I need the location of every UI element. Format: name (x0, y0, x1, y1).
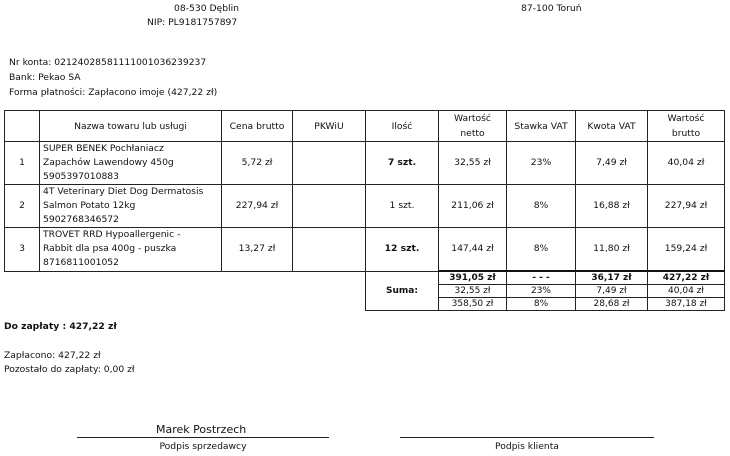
buyer-address (521, 2, 582, 16)
seller-address (147, 2, 239, 30)
row-rate: 8% (507, 228, 576, 272)
amount-paid: Zapłacono: 427,22 zł (4, 350, 101, 361)
col-header-no (5, 111, 40, 142)
summary-spacer (5, 271, 366, 285)
summary-net: 358,50 zł (439, 298, 507, 311)
buyer-city: 87-100 Toruń (521, 3, 582, 14)
row-vat: 7,49 zł (576, 142, 648, 185)
row-name-line: Rabbit dla psa 400g - puszka (43, 243, 177, 255)
row-net: 147,44 zł (439, 228, 507, 272)
row-ean: 5905397010883 (43, 171, 119, 182)
row-name-line: Zapachów Lawendowy 450g (43, 157, 174, 168)
summary-total-row (5, 271, 725, 285)
seller-signature-label: Podpis sprzedawcy (159, 441, 247, 452)
summary-total-net: 391,05 zł (439, 271, 507, 285)
row-price: 227,94 zł (222, 185, 293, 228)
summary-total-gross: 427,22 zł (648, 271, 725, 285)
row-no: 2 (5, 185, 40, 228)
row-qty: 7 szt. (366, 142, 439, 185)
bank-name: Bank: Pekao SA (9, 72, 81, 83)
col-header-price: Cena brutto (222, 111, 293, 142)
row-name-line: Salmon Potato 12kg (43, 200, 136, 211)
col-header-net-text: Wartość netto (454, 113, 491, 139)
row-vat: 11,80 zł (576, 228, 648, 272)
row-qty: 1 szt. (366, 185, 439, 228)
items-table (4, 110, 725, 311)
row-price: 13,27 zł (222, 228, 293, 272)
summary-row (5, 285, 725, 298)
row-gross: 159,24 zł (648, 228, 725, 272)
row-pkwiu (293, 142, 366, 185)
row-price: 5,72 zł (222, 142, 293, 185)
client-signature-label: Podpis klienta (495, 441, 559, 452)
summary-gross: 387,18 zł (648, 298, 725, 311)
col-header-gross-text: Wartość brutto (667, 113, 705, 139)
seller-city: 08-530 Dęblin (174, 3, 239, 14)
summary-total-rate: - - - (507, 271, 576, 285)
row-ean: 5902768346572 (43, 214, 119, 225)
summary-gross: 40,04 zł (648, 285, 725, 298)
col-header-rate: Stawka VAT (507, 111, 576, 142)
row-no: 1 (5, 142, 40, 185)
row-rate: 8% (507, 185, 576, 228)
table-row (5, 142, 725, 185)
row-name-line: TROVET RRD Hypoallergenic - (43, 229, 181, 241)
row-pkwiu (293, 185, 366, 228)
row-name-line: SUPER BENEK Pochłaniacz (43, 143, 164, 154)
payment-info (9, 55, 217, 100)
row-net: 211,06 zł (439, 185, 507, 228)
row-vat: 16,88 zł (576, 185, 648, 228)
row-name-line: 4T Veterinary Diet Dog Dermatosis (43, 186, 204, 197)
client-signature-line (400, 437, 654, 438)
table-header-row (5, 111, 725, 142)
payment-status (4, 349, 135, 377)
col-header-pkwiu: PKWiU (293, 111, 366, 142)
payment-method: Forma płatności: Zapłacono imoje (427,22 zł) (9, 87, 218, 98)
summary-rate: 8% (507, 298, 576, 311)
row-rate: 23% (507, 142, 576, 185)
row-gross: 40,04 zł (648, 142, 725, 185)
amount-remaining: Pozostało do zapłaty: 0,00 zł (4, 364, 135, 375)
summary-spacer (5, 298, 366, 311)
row-net: 32,55 zł (439, 142, 507, 185)
summary-vat: 28,68 zł (576, 298, 648, 311)
col-header-gross (648, 111, 725, 142)
bank-account: Nr konta: 02124028581111001036239237 (9, 57, 207, 68)
row-qty: 12 szt. (366, 228, 439, 272)
col-header-vat: Kwota VAT (576, 111, 648, 142)
summary-rate: 23% (507, 285, 576, 298)
row-pkwiu (293, 228, 366, 272)
summary-row (5, 298, 725, 311)
col-header-qty: Ilość (366, 111, 439, 142)
row-no: 3 (5, 228, 40, 272)
col-header-net (439, 111, 507, 142)
summary-vat: 7,49 zł (576, 285, 648, 298)
row-name (40, 185, 222, 228)
row-name (40, 228, 222, 272)
col-header-name: Nazwa towaru lub usługi (40, 111, 222, 142)
amount-to-pay: Do zapłaty : 427,22 zł (4, 321, 117, 332)
summary-total-vat: 36,17 zł (576, 271, 648, 285)
seller-nip: NIP: PL9181757897 (147, 17, 238, 28)
seller-signature-line (77, 437, 329, 438)
seller-signature-name: Marek Postrzech (156, 423, 247, 436)
row-name (40, 142, 222, 185)
table-row (5, 185, 725, 228)
table-row (5, 228, 725, 272)
summary-label: Suma: (366, 271, 439, 311)
row-gross: 227,94 zł (648, 185, 725, 228)
summary-spacer (5, 285, 366, 298)
summary-net: 32,55 zł (439, 285, 507, 298)
row-ean: 8716811001052 (43, 257, 119, 269)
